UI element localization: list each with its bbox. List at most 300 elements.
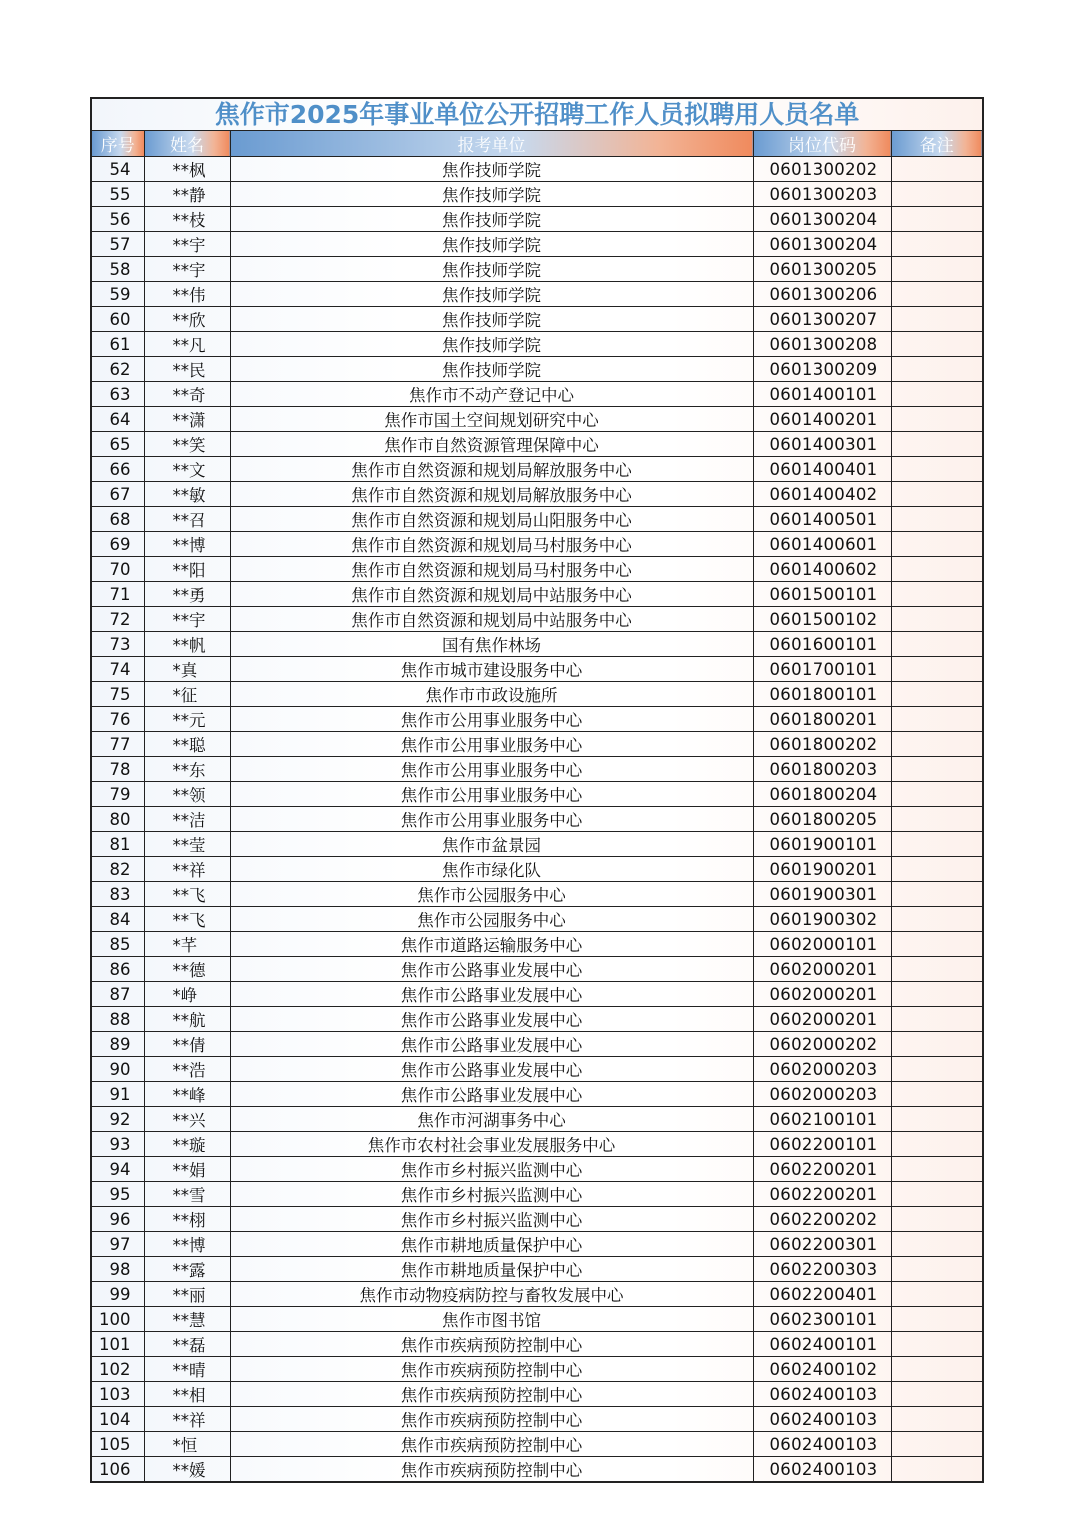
cell-remarks <box>891 857 982 882</box>
table-row <box>92 282 982 307</box>
cell-unit: 焦作市耕地质量保护中心 <box>230 1257 753 1282</box>
cell-name: **峰 <box>144 1082 230 1107</box>
table-row <box>92 982 982 1007</box>
cell-remarks <box>891 1032 982 1057</box>
cell-remarks <box>891 457 982 482</box>
cell-position-code: 0602200303 <box>753 1257 891 1282</box>
cell-unit: 焦作技师学院 <box>230 232 753 257</box>
cell-index: 60 <box>92 307 144 332</box>
cell-position-code: 0601400301 <box>753 432 891 457</box>
cell-index: 85 <box>92 932 144 957</box>
table-row <box>92 807 982 832</box>
cell-name: **璇 <box>144 1132 230 1157</box>
cell-unit: 焦作技师学院 <box>230 257 753 282</box>
cell-remarks <box>891 982 982 1007</box>
cell-unit: 焦作市乡村振兴监测中心 <box>230 1207 753 1232</box>
cell-unit: 焦作市自然资源和规划局解放服务中心 <box>230 457 753 482</box>
cell-name: *征 <box>144 682 230 707</box>
cell-remarks <box>891 932 982 957</box>
cell-name: **博 <box>144 532 230 557</box>
cell-position-code: 0602000201 <box>753 982 891 1007</box>
cell-unit: 焦作市疾病预防控制中心 <box>230 1382 753 1407</box>
cell-name: **媛 <box>144 1457 230 1482</box>
cell-remarks <box>891 1282 982 1307</box>
table-row <box>92 1382 982 1407</box>
cell-unit: 焦作技师学院 <box>230 307 753 332</box>
table-row <box>92 1407 982 1432</box>
cell-name: **博 <box>144 1232 230 1257</box>
cell-position-code: 0601800204 <box>753 782 891 807</box>
cell-unit: 焦作市公用事业服务中心 <box>230 707 753 732</box>
cell-index: 62 <box>92 357 144 382</box>
cell-name: **莹 <box>144 832 230 857</box>
cell-index: 91 <box>92 1082 144 1107</box>
table-row <box>92 1007 982 1032</box>
table-row <box>92 207 982 232</box>
cell-name: **宇 <box>144 232 230 257</box>
table-row <box>92 832 982 857</box>
table-row <box>92 457 982 482</box>
cell-remarks <box>891 807 982 832</box>
cell-remarks <box>891 957 982 982</box>
table-row <box>92 1332 982 1357</box>
cell-index: 101 <box>92 1332 144 1357</box>
cell-position-code: 0601700101 <box>753 657 891 682</box>
page-title: 焦作市2025年事业单位公开招聘工作人员拟聘用人员名单 <box>92 99 982 131</box>
cell-position-code: 0601400201 <box>753 407 891 432</box>
cell-unit: 焦作市公路事业发展中心 <box>230 1032 753 1057</box>
cell-unit: 焦作市乡村振兴监测中心 <box>230 1157 753 1182</box>
cell-remarks <box>891 632 982 657</box>
cell-position-code: 0601900302 <box>753 907 891 932</box>
cell-index: 72 <box>92 607 144 632</box>
col-header-remarks: 备注 <box>891 131 982 157</box>
cell-unit: 焦作市公园服务中心 <box>230 907 753 932</box>
cell-remarks <box>891 182 982 207</box>
table-row <box>92 1132 982 1157</box>
cell-name: **民 <box>144 357 230 382</box>
cell-name: **飞 <box>144 907 230 932</box>
cell-name: **元 <box>144 707 230 732</box>
cell-position-code: 0602000201 <box>753 1007 891 1032</box>
header-row <box>92 131 982 157</box>
cell-unit: 焦作市自然资源和规划局山阳服务中心 <box>230 507 753 532</box>
cell-name: **笑 <box>144 432 230 457</box>
cell-name: **枝 <box>144 207 230 232</box>
cell-position-code: 0602400103 <box>753 1432 891 1457</box>
cell-index: 103 <box>92 1382 144 1407</box>
cell-unit: 焦作市市政设施所 <box>230 682 753 707</box>
cell-name: **洁 <box>144 807 230 832</box>
cell-name: **相 <box>144 1382 230 1407</box>
cell-remarks <box>891 382 982 407</box>
cell-unit: 焦作技师学院 <box>230 357 753 382</box>
cell-index: 70 <box>92 557 144 582</box>
table-row <box>92 1082 982 1107</box>
table-row <box>92 957 982 982</box>
cell-index: 66 <box>92 457 144 482</box>
table-row <box>92 157 982 182</box>
cell-remarks <box>891 1357 982 1382</box>
cell-index: 99 <box>92 1282 144 1307</box>
cell-unit: 焦作市公路事业发展中心 <box>230 1082 753 1107</box>
cell-position-code: 0601300204 <box>753 232 891 257</box>
cell-name: **雪 <box>144 1182 230 1207</box>
cell-index: 98 <box>92 1257 144 1282</box>
cell-position-code: 0601300209 <box>753 357 891 382</box>
cell-unit: 焦作市道路运输服务中心 <box>230 932 753 957</box>
table-row <box>92 882 982 907</box>
cell-index: 65 <box>92 432 144 457</box>
cell-name: **欣 <box>144 307 230 332</box>
cell-position-code: 0601500101 <box>753 582 891 607</box>
cell-position-code: 0601400401 <box>753 457 891 482</box>
cell-name: **浩 <box>144 1057 230 1082</box>
table-row <box>92 1182 982 1207</box>
cell-remarks <box>891 1307 982 1332</box>
cell-remarks <box>891 1157 982 1182</box>
cell-index: 97 <box>92 1232 144 1257</box>
cell-unit: 焦作市公用事业服务中心 <box>230 782 753 807</box>
cell-index: 64 <box>92 407 144 432</box>
cell-index: 74 <box>92 657 144 682</box>
table-row <box>92 232 982 257</box>
cell-position-code: 0601400501 <box>753 507 891 532</box>
col-header-unit: 报考单位 <box>230 131 753 157</box>
cell-name: **枫 <box>144 157 230 182</box>
cell-position-code: 0601800203 <box>753 757 891 782</box>
cell-index: 78 <box>92 757 144 782</box>
cell-remarks <box>891 1207 982 1232</box>
cell-unit: 焦作技师学院 <box>230 332 753 357</box>
cell-remarks <box>891 207 982 232</box>
table-row <box>92 932 982 957</box>
cell-position-code: 0602200101 <box>753 1132 891 1157</box>
cell-position-code: 0602400103 <box>753 1457 891 1482</box>
cell-index: 96 <box>92 1207 144 1232</box>
cell-remarks <box>891 832 982 857</box>
table-row <box>92 357 982 382</box>
cell-remarks <box>891 432 982 457</box>
cell-remarks <box>891 532 982 557</box>
cell-index: 87 <box>92 982 144 1007</box>
cell-index: 75 <box>92 682 144 707</box>
table-row <box>92 657 982 682</box>
table-row <box>92 257 982 282</box>
cell-remarks <box>891 782 982 807</box>
cell-index: 73 <box>92 632 144 657</box>
cell-index: 79 <box>92 782 144 807</box>
table-row <box>92 507 982 532</box>
table-row <box>92 407 982 432</box>
cell-unit: 焦作市绿化队 <box>230 857 753 882</box>
table-row <box>92 732 982 757</box>
cell-index: 89 <box>92 1032 144 1057</box>
cell-name: **潇 <box>144 407 230 432</box>
cell-unit: 焦作市自然资源管理保障中心 <box>230 432 753 457</box>
cell-name: **宇 <box>144 607 230 632</box>
cell-remarks <box>891 882 982 907</box>
cell-name: **德 <box>144 957 230 982</box>
cell-unit: 焦作市自然资源和规划局马村服务中心 <box>230 532 753 557</box>
cell-remarks <box>891 757 982 782</box>
cell-name: **勇 <box>144 582 230 607</box>
cell-index: 67 <box>92 482 144 507</box>
cell-position-code: 0601800202 <box>753 732 891 757</box>
cell-name: **祥 <box>144 1407 230 1432</box>
roster-table <box>92 131 982 1481</box>
cell-position-code: 0602200201 <box>753 1157 891 1182</box>
cell-position-code: 0602400101 <box>753 1332 891 1357</box>
cell-index: 88 <box>92 1007 144 1032</box>
table-row <box>92 1307 982 1332</box>
cell-unit: 焦作市不动产登记中心 <box>230 382 753 407</box>
cell-index: 95 <box>92 1182 144 1207</box>
table-row <box>92 307 982 332</box>
cell-index: 56 <box>92 207 144 232</box>
cell-position-code: 0602400103 <box>753 1407 891 1432</box>
cell-position-code: 0602400103 <box>753 1382 891 1407</box>
cell-remarks <box>891 1257 982 1282</box>
cell-index: 94 <box>92 1157 144 1182</box>
cell-position-code: 0601300206 <box>753 282 891 307</box>
cell-position-code: 0602000202 <box>753 1032 891 1057</box>
cell-index: 71 <box>92 582 144 607</box>
cell-remarks <box>891 357 982 382</box>
table-row <box>92 1432 982 1457</box>
cell-name: **祥 <box>144 857 230 882</box>
cell-position-code: 0602000203 <box>753 1057 891 1082</box>
cell-remarks <box>891 1457 982 1482</box>
cell-name: **飞 <box>144 882 230 907</box>
cell-position-code: 0601500102 <box>753 607 891 632</box>
cell-index: 63 <box>92 382 144 407</box>
cell-unit: 焦作技师学院 <box>230 207 753 232</box>
cell-position-code: 0601300208 <box>753 332 891 357</box>
cell-unit: 焦作市疾病预防控制中心 <box>230 1332 753 1357</box>
cell-unit: 国有焦作林场 <box>230 632 753 657</box>
cell-remarks <box>891 732 982 757</box>
cell-remarks <box>891 1082 982 1107</box>
cell-position-code: 0602200201 <box>753 1182 891 1207</box>
cell-index: 54 <box>92 157 144 182</box>
cell-position-code: 0601300203 <box>753 182 891 207</box>
cell-name: **倩 <box>144 1032 230 1057</box>
table-row <box>92 907 982 932</box>
cell-position-code: 0601600101 <box>753 632 891 657</box>
cell-remarks <box>891 307 982 332</box>
cell-unit: 焦作市公路事业发展中心 <box>230 1057 753 1082</box>
cell-name: **召 <box>144 507 230 532</box>
cell-position-code: 0601800205 <box>753 807 891 832</box>
cell-position-code: 0601400101 <box>753 382 891 407</box>
cell-index: 92 <box>92 1107 144 1132</box>
cell-index: 90 <box>92 1057 144 1082</box>
col-header-position-code: 岗位代码 <box>753 131 891 157</box>
cell-remarks <box>891 282 982 307</box>
cell-remarks <box>891 657 982 682</box>
table-row <box>92 757 982 782</box>
cell-name: **文 <box>144 457 230 482</box>
table-row <box>92 782 982 807</box>
cell-position-code: 0602200301 <box>753 1232 891 1257</box>
cell-remarks <box>891 1182 982 1207</box>
cell-position-code: 0602300101 <box>753 1307 891 1332</box>
cell-unit: 焦作市动物疫病防控与畜牧发展中心 <box>230 1282 753 1307</box>
cell-index: 83 <box>92 882 144 907</box>
cell-index: 58 <box>92 257 144 282</box>
cell-name: **栩 <box>144 1207 230 1232</box>
table-row <box>92 182 982 207</box>
cell-remarks <box>891 1232 982 1257</box>
cell-unit: 焦作市自然资源和规划局解放服务中心 <box>230 482 753 507</box>
cell-unit: 焦作市农村社会事业发展服务中心 <box>230 1132 753 1157</box>
cell-index: 82 <box>92 857 144 882</box>
cell-unit: 焦作市公路事业发展中心 <box>230 1007 753 1032</box>
cell-name: **兴 <box>144 1107 230 1132</box>
cell-remarks <box>891 157 982 182</box>
cell-remarks <box>891 557 982 582</box>
table-row <box>92 857 982 882</box>
cell-unit: 焦作市自然资源和规划局中站服务中心 <box>230 582 753 607</box>
table-row <box>92 1457 982 1482</box>
cell-remarks <box>891 582 982 607</box>
cell-index: 55 <box>92 182 144 207</box>
col-header-index: 序号 <box>92 131 144 157</box>
cell-remarks <box>891 232 982 257</box>
cell-position-code: 0601900101 <box>753 832 891 857</box>
table-row <box>92 707 982 732</box>
cell-unit: 焦作市公用事业服务中心 <box>230 732 753 757</box>
cell-name: **敏 <box>144 482 230 507</box>
cell-position-code: 0602000101 <box>753 932 891 957</box>
cell-remarks <box>891 332 982 357</box>
cell-unit: 焦作市乡村振兴监测中心 <box>230 1182 753 1207</box>
cell-unit: 焦作技师学院 <box>230 157 753 182</box>
table-row <box>92 1257 982 1282</box>
table-row <box>92 1157 982 1182</box>
table-row <box>92 532 982 557</box>
cell-position-code: 0601400601 <box>753 532 891 557</box>
cell-name: **东 <box>144 757 230 782</box>
table-row <box>92 1207 982 1232</box>
cell-position-code: 0601900201 <box>753 857 891 882</box>
table-row <box>92 432 982 457</box>
cell-remarks <box>891 907 982 932</box>
cell-unit: 焦作市图书馆 <box>230 1307 753 1332</box>
cell-position-code: 0602400102 <box>753 1357 891 1382</box>
cell-name: **慧 <box>144 1307 230 1332</box>
cell-unit: 焦作市公园服务中心 <box>230 882 753 907</box>
cell-unit: 焦作市公路事业发展中心 <box>230 957 753 982</box>
cell-index: 106 <box>92 1457 144 1482</box>
cell-index: 80 <box>92 807 144 832</box>
cell-unit: 焦作市公用事业服务中心 <box>230 757 753 782</box>
cell-index: 61 <box>92 332 144 357</box>
cell-name: **奇 <box>144 382 230 407</box>
table-row <box>92 1057 982 1082</box>
cell-remarks <box>891 1007 982 1032</box>
table-row <box>92 582 982 607</box>
cell-name: *峥 <box>144 982 230 1007</box>
cell-position-code: 0601300204 <box>753 207 891 232</box>
cell-remarks <box>891 1407 982 1432</box>
cell-remarks <box>891 1132 982 1157</box>
table-row <box>92 1032 982 1057</box>
cell-position-code: 0601800101 <box>753 682 891 707</box>
cell-index: 81 <box>92 832 144 857</box>
cell-unit: 焦作市自然资源和规划局马村服务中心 <box>230 557 753 582</box>
cell-name: *恒 <box>144 1432 230 1457</box>
cell-position-code: 0601300202 <box>753 157 891 182</box>
cell-position-code: 0602200401 <box>753 1282 891 1307</box>
cell-unit: 焦作市公用事业服务中心 <box>230 807 753 832</box>
cell-unit: 焦作市疾病预防控制中心 <box>230 1457 753 1482</box>
cell-unit: 焦作技师学院 <box>230 282 753 307</box>
cell-unit: 焦作市盆景园 <box>230 832 753 857</box>
cell-index: 59 <box>92 282 144 307</box>
cell-position-code: 0601900301 <box>753 882 891 907</box>
cell-remarks <box>891 1382 982 1407</box>
cell-name: **帆 <box>144 632 230 657</box>
cell-unit: 焦作市公路事业发展中心 <box>230 982 753 1007</box>
cell-name: *真 <box>144 657 230 682</box>
cell-remarks <box>891 507 982 532</box>
cell-name: **领 <box>144 782 230 807</box>
cell-remarks <box>891 707 982 732</box>
cell-name: **凡 <box>144 332 230 357</box>
cell-remarks <box>891 1332 982 1357</box>
cell-name: **晴 <box>144 1357 230 1382</box>
table-row <box>92 1107 982 1132</box>
cell-remarks <box>891 607 982 632</box>
cell-index: 104 <box>92 1407 144 1432</box>
col-header-name: 姓名 <box>144 131 230 157</box>
cell-name: **静 <box>144 182 230 207</box>
cell-index: 100 <box>92 1307 144 1332</box>
cell-index: 76 <box>92 707 144 732</box>
table-row <box>92 382 982 407</box>
cell-name: **伟 <box>144 282 230 307</box>
cell-name: **航 <box>144 1007 230 1032</box>
cell-name: **阳 <box>144 557 230 582</box>
cell-remarks <box>891 1432 982 1457</box>
cell-name: **丽 <box>144 1282 230 1307</box>
cell-unit: 焦作市疾病预防控制中心 <box>230 1357 753 1382</box>
table-row <box>92 557 982 582</box>
cell-index: 93 <box>92 1132 144 1157</box>
cell-index: 84 <box>92 907 144 932</box>
table-row <box>92 632 982 657</box>
cell-index: 86 <box>92 957 144 982</box>
cell-index: 69 <box>92 532 144 557</box>
cell-index: 102 <box>92 1357 144 1382</box>
cell-remarks <box>891 407 982 432</box>
cell-name: **娟 <box>144 1157 230 1182</box>
cell-index: 105 <box>92 1432 144 1457</box>
roster-sheet <box>90 97 984 1483</box>
cell-unit: 焦作市疾病预防控制中心 <box>230 1432 753 1457</box>
cell-unit: 焦作市河湖事务中心 <box>230 1107 753 1132</box>
cell-unit: 焦作市自然资源和规划局中站服务中心 <box>230 607 753 632</box>
cell-remarks <box>891 257 982 282</box>
cell-position-code: 0601300205 <box>753 257 891 282</box>
cell-position-code: 0602200202 <box>753 1207 891 1232</box>
cell-position-code: 0602000203 <box>753 1082 891 1107</box>
cell-index: 77 <box>92 732 144 757</box>
cell-index: 68 <box>92 507 144 532</box>
cell-position-code: 0601400402 <box>753 482 891 507</box>
